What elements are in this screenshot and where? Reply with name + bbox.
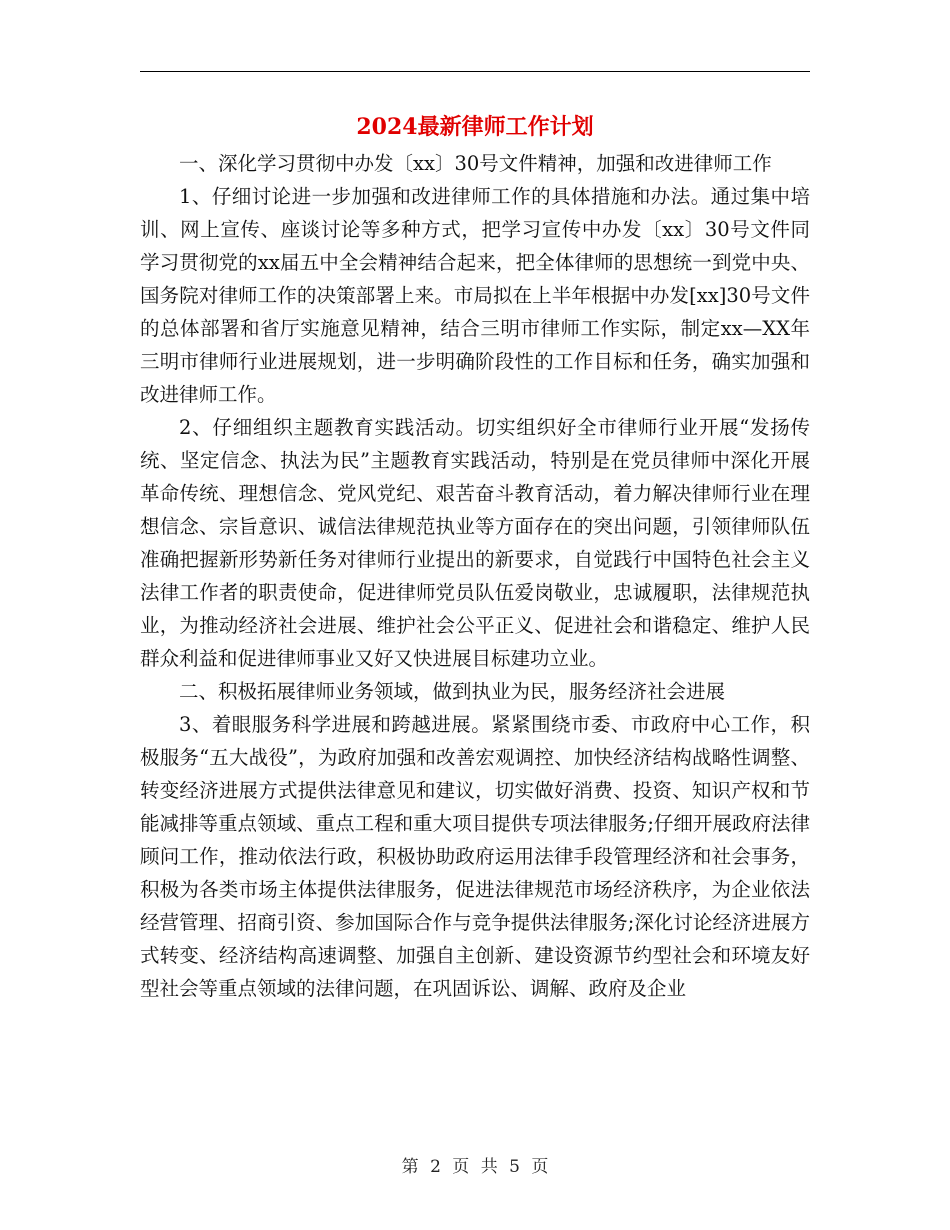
document-title: 2024最新律师工作计划 [356, 114, 594, 140]
footer-page-label: 页 [452, 1157, 470, 1177]
paragraph-heading-2: 二、积极拓展律师业务领域，做到执业为民，服务经济社会进展 [179, 680, 726, 703]
footer-suffix: 页 [531, 1157, 549, 1177]
paragraph-2: 2、仔细组织主题教育实践活动。切实组织好全市律师行业开展“发扬传统、坚定信念、执法为民”主题教育实践活动，特别是在党员律师中深化开展革命传统、理想信念、党风党纪、艰苦奋斗教育活动，着力解决律师行业在理想信念、宗旨意识、诚信法律规范执业等方面存在的突出问题，引领律师队伍准确把握新形势新任务对律师行业提出的新要求，自觉践行中国特色社会主义法律工作者的职责使命，促进律师党员队伍爱岗敬业，忠诚履职，法律规范执业，为推动经济社会进展、维护社会公平正义、促进社会和谐稳定、维护人民群众利益和促进律师事业又好又快进展目标建功立业。 [140, 416, 810, 670]
footer-total-label: 共 [480, 1157, 498, 1177]
paragraph-1: 1、仔细讨论进一步加强和改进律师工作的具体措施和办法。通过集中培训、网上宣传、座谈讨论等多种方式，把学习宣传中办发〔xx〕30号文件同学习贯彻党的xx届五中全会精神结合起来，把全体律师的思想统一到党中央、国务院对律师工作的决策部署上来。市局拟在上半年根据中办发[xx]30号文件的总体部署和省厅实施意见精神，结合三明市律师工作实际，制定xx—XX年三明市律师行业进展规划，进一步明确阶段性的工作目标和任务，确实加强和改进律师工作。 [140, 185, 810, 406]
footer-current-page: 2 [430, 1157, 441, 1177]
paragraph-3: 3、着眼服务科学进展和跨越进展。紧紧围绕市委、市政府中心工作，积极服务“五大战役”，为政府加强和改善宏观调控、加快经济结构战略性调整、转变经济进展方式提供法律意见和建议，切实做好消费、投资、知识产权和节能减排等重点领域、重点工程和重大项目提供专项法律服务;仔细开展政府法律顾问工作，推动依法行政，积极协助政府运用法律手段管理经济和社会事务，积极为各类市场主体提供法律服务，促进法律规范市场经济秩序，为企业依法经营管理、招商引资、参加国际合作与竞争提供法律服务;深化讨论经济进展方式转变、经济结构高速调整、加强自主创新、建设资源节约型社会和环境友好型社会等重点领域的法律问题，在巩固诉讼、调解、政府及企业 [140, 713, 810, 1000]
footer-prefix: 第 [401, 1157, 419, 1177]
page-footer [0, 1152, 950, 1177]
header-rule [140, 71, 810, 72]
paragraph-heading-1: 一、深化学习贯彻中办发〔xx〕30号文件精神，加强和改进律师工作 [179, 152, 772, 175]
footer-total-pages: 5 [509, 1157, 520, 1177]
document-body [140, 147, 810, 1005]
